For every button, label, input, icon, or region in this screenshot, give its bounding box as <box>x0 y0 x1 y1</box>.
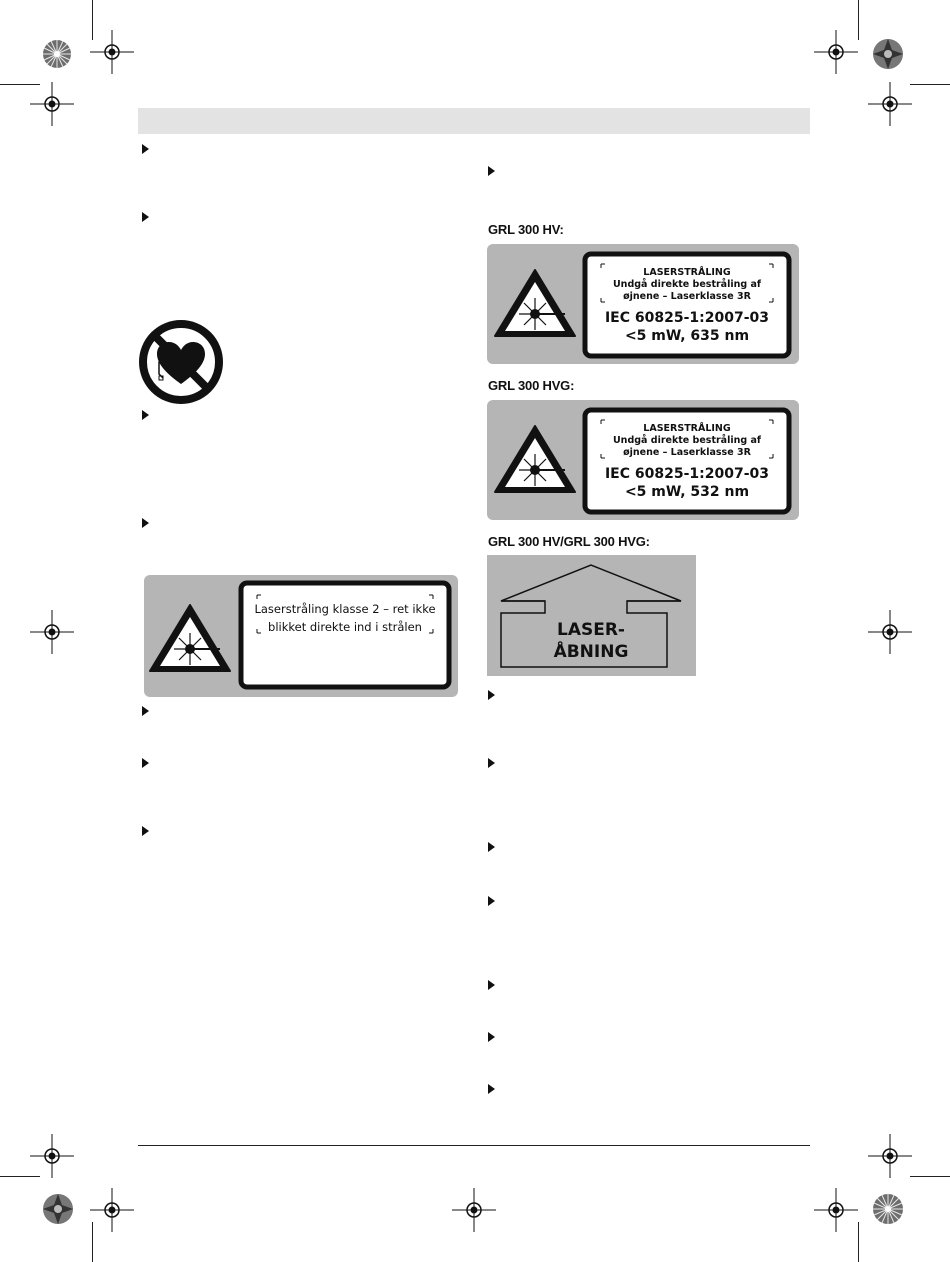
list-bullet-icon <box>488 1032 495 1042</box>
registration-mark-icon <box>814 1188 858 1232</box>
registration-mark-icon <box>868 610 912 654</box>
list-bullet-icon <box>142 144 149 154</box>
registration-mark-icon <box>814 30 858 74</box>
list-bullet-icon <box>488 980 495 990</box>
registration-mark-icon <box>30 82 74 126</box>
registration-mark-icon <box>452 1188 496 1232</box>
registration-mark-icon <box>868 82 912 126</box>
sign-hvg-line1: Undgå direkte bestråling af <box>612 435 762 446</box>
laser-class2-sign <box>144 575 458 697</box>
sign-hv-standard: IEC 60825-1:2007-03 <box>604 310 770 326</box>
list-bullet-icon <box>488 896 495 906</box>
color-wheel-icon <box>42 38 72 70</box>
registration-mark-icon <box>868 1134 912 1178</box>
sign-hvg-standard: IEC 60825-1:2007-03 <box>604 466 770 482</box>
sign-class2-line1: Laserstråling klasse 2 – ret ikke <box>254 602 436 616</box>
list-bullet-icon <box>488 166 495 176</box>
sign-hvg-spec: <5 mW, 532 nm <box>624 484 750 500</box>
label-grl-300-hv-hvg: GRL 300 HV/GRL 300 HVG: <box>488 534 650 549</box>
list-bullet-icon <box>142 212 149 222</box>
registration-mark-icon <box>90 30 134 74</box>
sign-hvg-line2: øjnene – Laserklasse 3R <box>623 447 751 458</box>
color-wheel-icon <box>42 1193 74 1225</box>
list-bullet-icon <box>488 1084 495 1094</box>
laser-class3r-sign-hv <box>487 244 799 364</box>
list-bullet-icon <box>488 842 495 852</box>
list-bullet-icon <box>488 690 495 700</box>
sign-hv-title: LASERSTRÅLING <box>643 267 731 278</box>
list-bullet-icon <box>142 758 149 768</box>
list-bullet-icon <box>142 410 149 420</box>
label-grl-300-hv: GRL 300 HV: <box>488 222 564 237</box>
list-bullet-icon <box>142 518 149 528</box>
sign-hv-line2: øjnene – Laserklasse 3R <box>623 291 751 302</box>
sign-hv-spec: <5 mW, 635 nm <box>624 328 750 344</box>
list-bullet-icon <box>142 826 149 836</box>
registration-mark-icon <box>30 610 74 654</box>
color-wheel-icon <box>872 38 904 70</box>
label-grl-300-hvg: GRL 300 HVG: <box>488 378 575 393</box>
sign-hv-line1: Undgå direkte bestråling af <box>612 279 762 290</box>
footer-rule <box>138 1145 810 1146</box>
sign-class2-line2: blikket direkte ind i strålen <box>268 620 422 634</box>
aperture-line1: LASER- <box>557 620 625 640</box>
registration-mark-icon <box>90 1188 134 1232</box>
laser-aperture-sign <box>487 555 696 676</box>
aperture-line2: ÅBNING <box>553 642 629 662</box>
color-wheel-icon <box>872 1193 904 1225</box>
no-pacemaker-icon <box>137 318 227 406</box>
laser-class3r-sign-hvg <box>487 400 799 520</box>
list-bullet-icon <box>488 758 495 768</box>
sign-hvg-title: LASERSTRÅLING <box>643 423 731 434</box>
list-bullet-icon <box>142 706 149 716</box>
registration-mark-icon <box>30 1134 74 1178</box>
